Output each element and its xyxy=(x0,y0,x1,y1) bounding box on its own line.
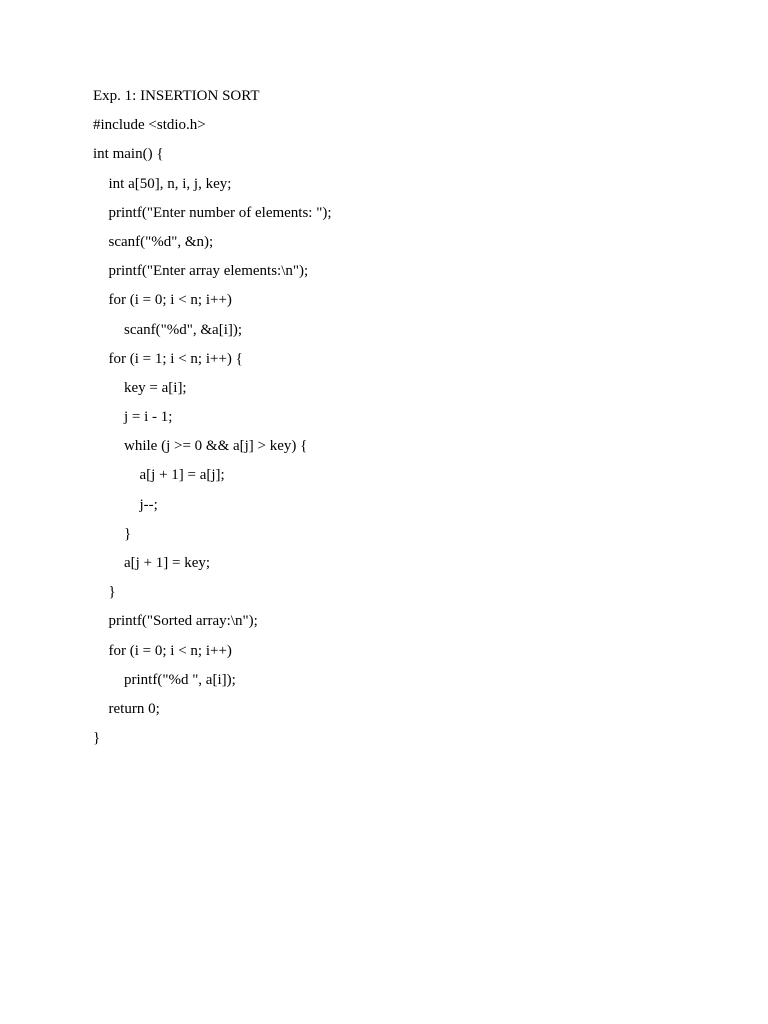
code-line: for (i = 1; i < n; i++) { xyxy=(108,350,243,367)
code-line: a[j + 1] = a[j]; xyxy=(139,467,225,484)
code-line: return 0; xyxy=(108,700,160,717)
code-line: } xyxy=(124,525,132,542)
code-line: a[j + 1] = key; xyxy=(124,555,211,571)
code-line: int main() { xyxy=(93,146,164,163)
code-line: #include <stdio.h> xyxy=(93,117,206,134)
code-line: for (i = 0; i < n; i++) xyxy=(108,642,232,659)
code-line: int a[50], n, i, j, key; xyxy=(108,175,232,192)
code-line: key = a[i]; xyxy=(124,379,187,396)
document-body xyxy=(93,86,733,757)
code-line: for (i = 0; i < n; i++) xyxy=(108,292,232,309)
code-line: scanf("%d", &a[i]); xyxy=(124,321,243,338)
code-line: printf("%d ", a[i]); xyxy=(124,671,236,688)
code-line: printf("Enter number of elements: "); xyxy=(108,204,332,221)
code-line: j--; xyxy=(139,496,158,513)
code-line: j = i - 1; xyxy=(124,409,173,426)
code-block xyxy=(93,115,733,757)
code-line: } xyxy=(93,730,101,747)
code-line: printf("Sorted array:\n"); xyxy=(108,613,258,630)
document-title: Exp. 1: INSERTION SORT xyxy=(93,88,260,104)
code-line: printf("Enter array elements:\n"); xyxy=(108,263,309,280)
code-line: scanf("%d", &n); xyxy=(108,233,214,250)
code-line: } xyxy=(108,584,116,601)
code-line: while (j >= 0 && a[j] > key) { xyxy=(124,438,308,455)
